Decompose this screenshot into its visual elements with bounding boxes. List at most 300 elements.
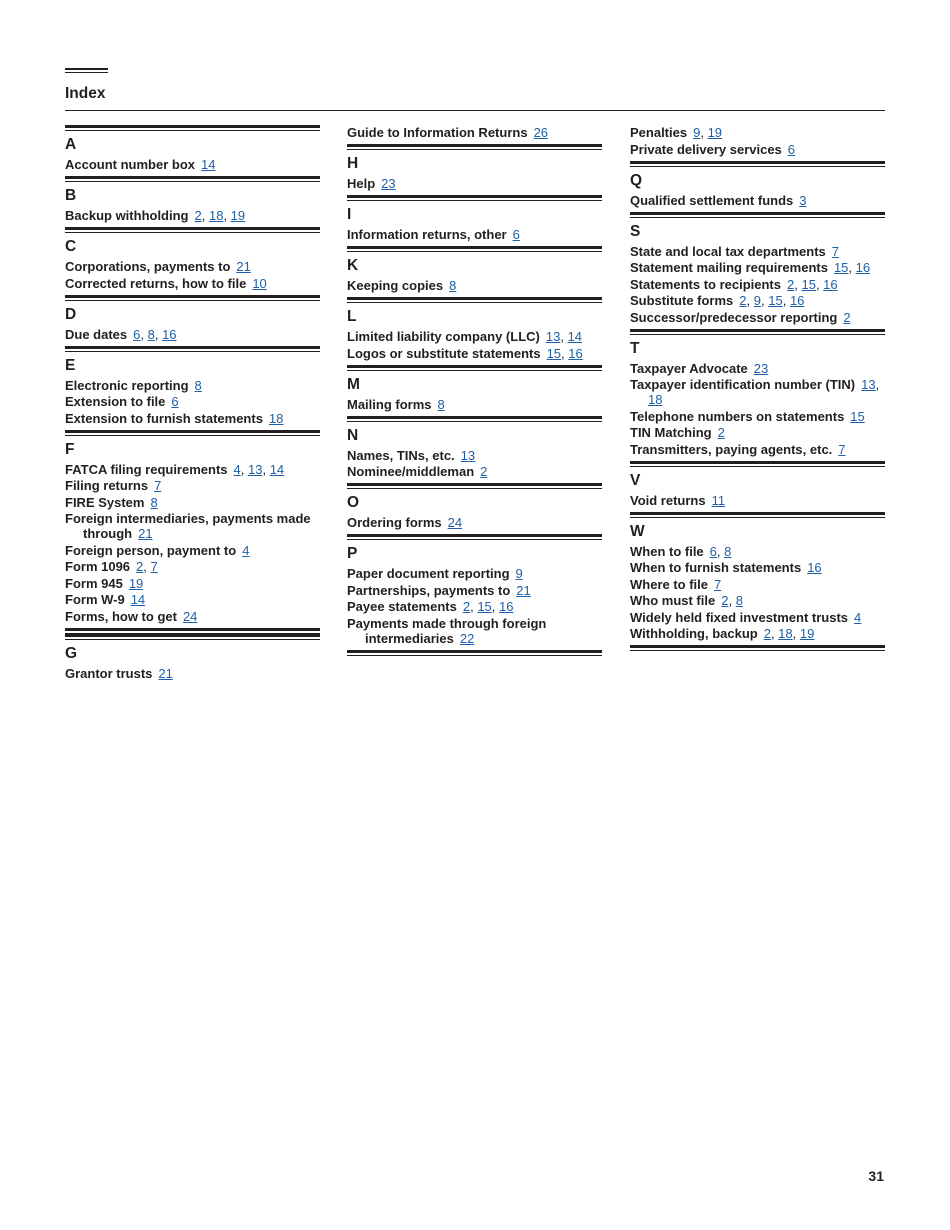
page-references: 2, 18, 19 <box>763 626 815 641</box>
page-references <box>718 425 725 440</box>
page-reference-link[interactable]: 19 <box>799 626 815 641</box>
index-entry-term: TIN Matching <box>630 425 712 440</box>
page-reference-link[interactable]: 21 <box>138 526 153 541</box>
page-references <box>854 610 861 625</box>
index-entry <box>65 327 320 342</box>
page-reference-link[interactable]: 15 <box>546 345 562 361</box>
page-reference-link[interactable]: 23 <box>753 360 769 376</box>
page-title: Index <box>65 85 106 102</box>
index-entry-term: Substitute forms <box>630 293 734 308</box>
page-references <box>183 609 197 624</box>
index-entry <box>347 515 602 530</box>
section-letter: D <box>65 305 77 323</box>
index-entry-term: Taxpayer identification number (TIN) <box>630 377 856 392</box>
index-entry-term: Guide to Information Returns <box>347 125 528 140</box>
page-reference-link[interactable]: 9 <box>753 293 761 308</box>
index-entry-term: Widely held fixed investment trusts <box>630 609 849 625</box>
index-entry <box>65 478 320 493</box>
page-reference-link[interactable]: 6 <box>171 394 179 409</box>
index-entry-term: Form W-9 <box>65 592 125 607</box>
section-rule <box>65 125 320 131</box>
lead-entries <box>630 125 885 157</box>
section-rule <box>347 534 602 540</box>
page-references: 9, 19 <box>693 125 723 140</box>
page-references <box>461 448 475 463</box>
section-rule <box>630 461 885 467</box>
section-rule <box>630 161 885 167</box>
index-entry <box>347 566 602 581</box>
page-references <box>460 631 474 646</box>
page-references: 4, 13, 14 <box>233 461 285 477</box>
index-entry-term: Withholding, backup <box>630 626 758 641</box>
page-reference-link[interactable]: 8 <box>147 326 155 342</box>
index-entry <box>65 208 320 223</box>
index-entry-term: Ordering forms <box>347 515 442 530</box>
index-column-1 <box>65 125 320 685</box>
page-reference-link[interactable]: 21 <box>158 665 173 681</box>
page-reference-link[interactable]: 26 <box>533 125 549 140</box>
page-references: 2, 9, 15, 16 <box>739 293 805 308</box>
section-rule <box>347 246 602 252</box>
page-references <box>171 394 178 409</box>
page-reference-link[interactable]: 11 <box>711 492 726 508</box>
page-reference-link[interactable]: 7 <box>150 559 158 574</box>
index-lead-entry <box>347 125 602 140</box>
index-entry <box>630 260 885 275</box>
section-rule <box>347 297 602 303</box>
page-reference-link[interactable]: 16 <box>789 293 805 308</box>
index-entry-term: Filing returns <box>65 478 149 493</box>
section-letter: E <box>65 356 76 374</box>
index-entry <box>630 442 885 457</box>
page-references <box>449 278 456 293</box>
index-entry <box>630 493 885 508</box>
index-lead-entry <box>630 142 885 157</box>
index-entry-term: Foreign person, payment to <box>65 542 237 558</box>
page-references <box>714 577 721 592</box>
page-references: 2, 15, 16 <box>787 276 838 292</box>
section-rule <box>347 144 602 150</box>
page-references <box>131 592 145 607</box>
index-column-3 <box>630 125 885 651</box>
index-section-a <box>65 125 320 172</box>
index-section-s <box>630 212 885 325</box>
index-column-2 <box>347 125 602 656</box>
page-reference-link[interactable]: 22 <box>459 630 475 646</box>
page-reference-link[interactable]: 6 <box>709 543 717 559</box>
index-entry <box>347 464 602 479</box>
section-rule <box>65 176 320 182</box>
index-entry <box>65 511 320 541</box>
index-entry <box>630 244 885 259</box>
section-rule <box>347 195 602 201</box>
index-entry-term: Statement mailing requirements <box>630 260 828 275</box>
page-references <box>150 495 157 510</box>
page-reference-link[interactable]: 9 <box>693 125 701 140</box>
page-reference-link[interactable]: 6 <box>133 326 141 342</box>
page-references <box>195 378 202 393</box>
index-entry <box>630 310 885 325</box>
index-entry <box>630 544 885 559</box>
page-reference-link[interactable]: 8 <box>724 543 732 559</box>
index-entry-term: Partnerships, payments to <box>347 582 511 598</box>
page-reference-link[interactable]: 16 <box>499 599 514 614</box>
section-letter: F <box>65 440 75 458</box>
page-reference-link[interactable]: 14 <box>130 592 146 607</box>
page-references <box>516 566 523 581</box>
index-section-t <box>630 329 885 457</box>
index-lead-entry <box>630 125 885 140</box>
page-reference-link[interactable]: 24 <box>182 608 198 624</box>
page-reference-link[interactable]: 10 <box>252 275 267 291</box>
index-entry-term: When to file <box>630 543 704 559</box>
page-reference-link[interactable]: 15 <box>833 260 849 275</box>
page-reference-link[interactable]: 16 <box>568 345 583 361</box>
index-entry <box>65 394 320 409</box>
page-references <box>154 478 161 493</box>
index-entry-term: Electronic reporting <box>65 377 189 393</box>
page-references: 2, 8 <box>721 593 743 608</box>
page-reference-link[interactable]: 8 <box>194 377 202 393</box>
page-references: 6, 8 <box>709 543 732 559</box>
section-letter: W <box>630 522 645 540</box>
page-reference-link[interactable]: 14 <box>567 329 583 344</box>
index-entry-term: Qualified settlement funds <box>630 192 794 208</box>
page-reference-link[interactable]: 21 <box>516 582 531 598</box>
index-entry <box>630 193 885 208</box>
page-reference-link[interactable]: 18 <box>778 626 793 641</box>
section-letter: O <box>347 494 360 511</box>
page-references <box>799 193 806 208</box>
index-entry-term: FATCA filing requirements <box>65 461 228 477</box>
index-entry <box>630 293 885 308</box>
index-entry-term: When to furnish statements <box>630 560 802 575</box>
page-reference-link[interactable]: 14 <box>201 157 216 172</box>
section-rule <box>347 365 602 371</box>
page-references <box>807 560 821 575</box>
index-entry <box>347 448 602 463</box>
index-entry <box>347 397 602 412</box>
index-entry-term: Statements to recipients <box>630 276 781 292</box>
index-entry <box>65 495 320 510</box>
page-references: 2, 15, 16 <box>462 599 514 614</box>
index-entry-term: Transmitters, paying agents, etc. <box>630 441 833 457</box>
index-section-l <box>347 297 602 361</box>
index-section-i <box>347 195 602 242</box>
index-entry-term: Logos or substitute statements <box>347 345 541 361</box>
section-letter: B <box>65 187 77 204</box>
page-references <box>236 259 250 274</box>
section-rule <box>347 483 602 489</box>
section-letter: K <box>347 257 359 274</box>
index-entry <box>65 276 320 291</box>
page-reference-link[interactable]: 16 <box>807 560 822 575</box>
section-rule <box>630 329 885 335</box>
index-entry-term: Where to file <box>630 576 709 592</box>
page-references: 15, 16 <box>833 260 871 275</box>
index-entry-term: Extension to file <box>65 394 166 409</box>
index-entry-term: State and local tax departments <box>630 243 826 259</box>
index-section-b <box>65 176 320 223</box>
page-references <box>534 125 548 140</box>
top-decorative-rule <box>65 68 108 73</box>
section-rule <box>65 346 320 352</box>
index-entry <box>630 610 885 625</box>
index-entry <box>65 378 320 393</box>
page-reference-link[interactable]: 15 <box>477 599 492 614</box>
page-reference-link[interactable]: 13 <box>861 377 876 392</box>
index-entry-term: Account number box <box>65 157 196 172</box>
page-reference-link[interactable]: 4 <box>854 609 862 625</box>
index-section-p <box>347 534 602 646</box>
page-references <box>158 666 172 681</box>
index-entry-term: Telephone numbers on statements <box>630 408 845 424</box>
index-entry-term: Grantor trusts <box>65 665 153 681</box>
index-entry-term: Nominee/middleman <box>347 464 475 479</box>
page-reference-link[interactable]: 13 <box>545 329 561 344</box>
page-reference-link[interactable]: 8 <box>735 593 743 608</box>
section-letter: L <box>347 308 357 325</box>
column-end-rule <box>347 650 602 656</box>
index-entry-term: Foreign intermediaries, payments made through <box>65 511 311 541</box>
index-entry-term: Information returns, other <box>347 227 507 242</box>
page-reference-link[interactable]: 2 <box>717 425 725 440</box>
page-reference-link[interactable]: 7 <box>838 441 846 457</box>
index-entry <box>65 259 320 274</box>
index-section-c <box>65 227 320 291</box>
page-references <box>438 397 445 412</box>
page-reference-link[interactable]: 8 <box>437 396 445 412</box>
section-rule <box>630 512 885 518</box>
section-letter: V <box>630 471 641 489</box>
page-references <box>838 442 845 457</box>
index-entry <box>347 278 602 293</box>
index-entry <box>630 560 885 575</box>
index-entry-term: Forms, how to get <box>65 608 177 624</box>
index-entry <box>65 411 320 426</box>
page-references <box>242 543 249 558</box>
section-letter: T <box>630 339 640 357</box>
index-entry-term: Paper document reporting <box>347 566 510 581</box>
page-references <box>480 464 487 479</box>
index-entry-term: Names, TINs, etc. <box>347 447 455 463</box>
index-entry-term: Backup withholding <box>65 208 189 223</box>
index-entry-term: Corrected returns, how to file <box>65 275 247 291</box>
section-letter: G <box>65 644 78 662</box>
page-reference-link[interactable]: 3 <box>799 192 807 208</box>
page-reference-link[interactable]: 16 <box>162 326 177 342</box>
page-reference-link[interactable]: 18 <box>208 208 224 223</box>
index-entry <box>65 592 320 607</box>
index-section-n <box>347 416 602 480</box>
page-reference-link[interactable]: 24 <box>447 515 463 530</box>
index-section-v <box>630 461 885 508</box>
page-reference-link[interactable]: 13 <box>460 447 476 463</box>
page-reference-link[interactable]: 7 <box>714 576 722 592</box>
page-reference-link[interactable]: 4 <box>242 542 250 558</box>
index-entry-term: FIRE System <box>65 494 145 510</box>
index-section-e <box>65 346 320 426</box>
page-reference-link[interactable]: 13 <box>247 461 263 477</box>
page-reference-link[interactable]: 2 <box>136 559 144 574</box>
index-entry-term: Payee statements <box>347 599 457 614</box>
index-section-m <box>347 365 602 412</box>
index-section-o <box>347 483 602 530</box>
index-entry <box>347 599 602 614</box>
index-entry-term: Payments made through foreign intermediaries <box>347 615 547 646</box>
page-reference-link[interactable]: 15 <box>801 276 816 292</box>
section-letter: M <box>347 375 360 393</box>
index-section-d <box>65 295 320 342</box>
page-reference-link[interactable]: 2 <box>194 208 202 223</box>
page-reference-link[interactable]: 2 <box>480 464 488 479</box>
page-reference-link[interactable]: 7 <box>831 243 840 259</box>
page-references <box>381 176 395 191</box>
page-reference-link[interactable]: 4 <box>233 461 241 477</box>
page-reference-link[interactable]: 8 <box>150 494 158 510</box>
page-reference-link[interactable]: 2 <box>843 309 851 325</box>
page-references: 15, 16 <box>546 345 583 361</box>
index-section-w <box>630 512 885 642</box>
index-entry <box>630 425 885 440</box>
page-reference-link[interactable]: 14 <box>269 461 285 477</box>
page-references <box>832 244 839 259</box>
page-reference-link[interactable]: 2 <box>739 293 747 308</box>
page-reference-link[interactable]: 19 <box>707 125 723 140</box>
index-entry <box>347 346 602 361</box>
page-references: 13, 14 <box>545 329 583 344</box>
index-section-q <box>630 161 885 208</box>
page-reference-link[interactable]: 2 <box>462 599 471 614</box>
index-entry <box>347 583 602 598</box>
index-entry <box>347 616 602 646</box>
page-references <box>712 493 726 508</box>
index-entry-term: Form 1096 <box>65 559 131 574</box>
page-reference-link[interactable]: 18 <box>268 410 284 426</box>
page-references <box>754 361 768 376</box>
section-rule <box>65 430 320 436</box>
page-reference-link[interactable]: 2 <box>787 276 795 292</box>
index-entry-term: Form 945 <box>65 575 123 591</box>
index-entry <box>65 559 320 574</box>
page-number: 31 <box>868 1168 884 1184</box>
section-letter: Q <box>630 171 643 189</box>
index-entry <box>630 593 885 608</box>
index-entry-term: Who must file <box>630 593 716 608</box>
section-rule <box>65 295 320 301</box>
index-entry <box>630 377 885 407</box>
section-letter: I <box>347 206 352 223</box>
index-section-k <box>347 246 602 293</box>
index-entry-term: Help <box>347 176 376 191</box>
index-entry <box>630 577 885 592</box>
page-reference-link[interactable]: 15 <box>768 293 783 308</box>
page-reference-link[interactable]: 6 <box>787 141 796 157</box>
index-section-h <box>347 144 602 191</box>
page-reference-link[interactable]: 16 <box>855 260 871 275</box>
page-references <box>850 409 864 424</box>
index-entry-term: Void returns <box>630 492 706 508</box>
index-entry-term: Corporations, payments to <box>65 259 231 274</box>
index-entry <box>347 329 602 344</box>
page-reference-link[interactable]: 19 <box>128 575 144 591</box>
section-rule <box>65 227 320 233</box>
index-entry <box>65 543 320 558</box>
section-letter: P <box>347 545 358 562</box>
page-reference-link[interactable]: 7 <box>154 478 162 493</box>
index-entry-term: Limited liability company (LLC) <box>347 329 540 344</box>
lead-entries <box>347 125 602 140</box>
index-entry-term: Penalties <box>630 125 688 140</box>
index-entry <box>630 361 885 376</box>
page-references: 6, 8, 16 <box>133 326 177 342</box>
index-entry <box>65 157 320 172</box>
page-references <box>788 142 795 157</box>
index-entry-term: Due dates <box>65 326 128 342</box>
index-section-f <box>65 430 320 624</box>
page-references <box>269 411 283 426</box>
page-reference-link[interactable]: 9 <box>515 566 523 581</box>
page-reference-link[interactable]: 23 <box>381 176 396 191</box>
index-entry <box>630 409 885 424</box>
page-reference-link[interactable]: 21 <box>236 259 251 274</box>
index-entry-term: Private delivery services <box>630 141 782 157</box>
page-reference-link[interactable]: 15 <box>850 408 865 424</box>
page-reference-link[interactable]: 18 <box>648 392 663 407</box>
page-references <box>516 583 530 598</box>
section-letter: C <box>65 238 77 255</box>
page-references <box>129 576 143 591</box>
title-rule <box>65 110 885 111</box>
page-reference-link[interactable]: 2 <box>763 626 771 641</box>
page-reference-link[interactable]: 2 <box>721 593 729 608</box>
section-letter: S <box>630 222 641 240</box>
index-entry <box>65 576 320 591</box>
page-references <box>513 227 520 242</box>
index-entry-term: Successor/predecessor reporting <box>630 309 838 325</box>
index-entry <box>347 227 602 242</box>
index-section-g <box>65 634 320 681</box>
section-rule <box>65 634 320 640</box>
section-letter: N <box>347 426 359 444</box>
page-reference-link[interactable]: 8 <box>449 278 457 293</box>
page-references <box>843 310 850 325</box>
index-entry <box>630 626 885 641</box>
index-entry <box>347 176 602 191</box>
index-entry <box>65 666 320 681</box>
page-references: 2, 18, 19 <box>194 208 246 223</box>
index-entry-term: Mailing forms <box>347 396 432 412</box>
section-letter: A <box>65 136 77 153</box>
section-rule <box>630 212 885 218</box>
page-reference-link[interactable]: 6 <box>512 227 520 242</box>
page-references <box>201 157 215 172</box>
page-reference-link[interactable]: 16 <box>823 276 838 292</box>
index-entry-term: Taxpayer Advocate <box>630 360 748 376</box>
section-rule <box>347 416 602 422</box>
page-references: 2, 7 <box>136 559 158 574</box>
index-entry-term: Extension to furnish statements <box>65 410 263 426</box>
index-entry <box>65 609 320 624</box>
column-end-rule <box>630 645 885 651</box>
page-references: 13, 18 <box>648 377 880 407</box>
page-references <box>138 526 152 541</box>
index-entry <box>630 277 885 292</box>
index-entry-term: Keeping copies <box>347 278 444 293</box>
page-references <box>252 276 266 291</box>
index-entry <box>65 462 320 477</box>
page-reference-link[interactable]: 19 <box>230 208 246 223</box>
